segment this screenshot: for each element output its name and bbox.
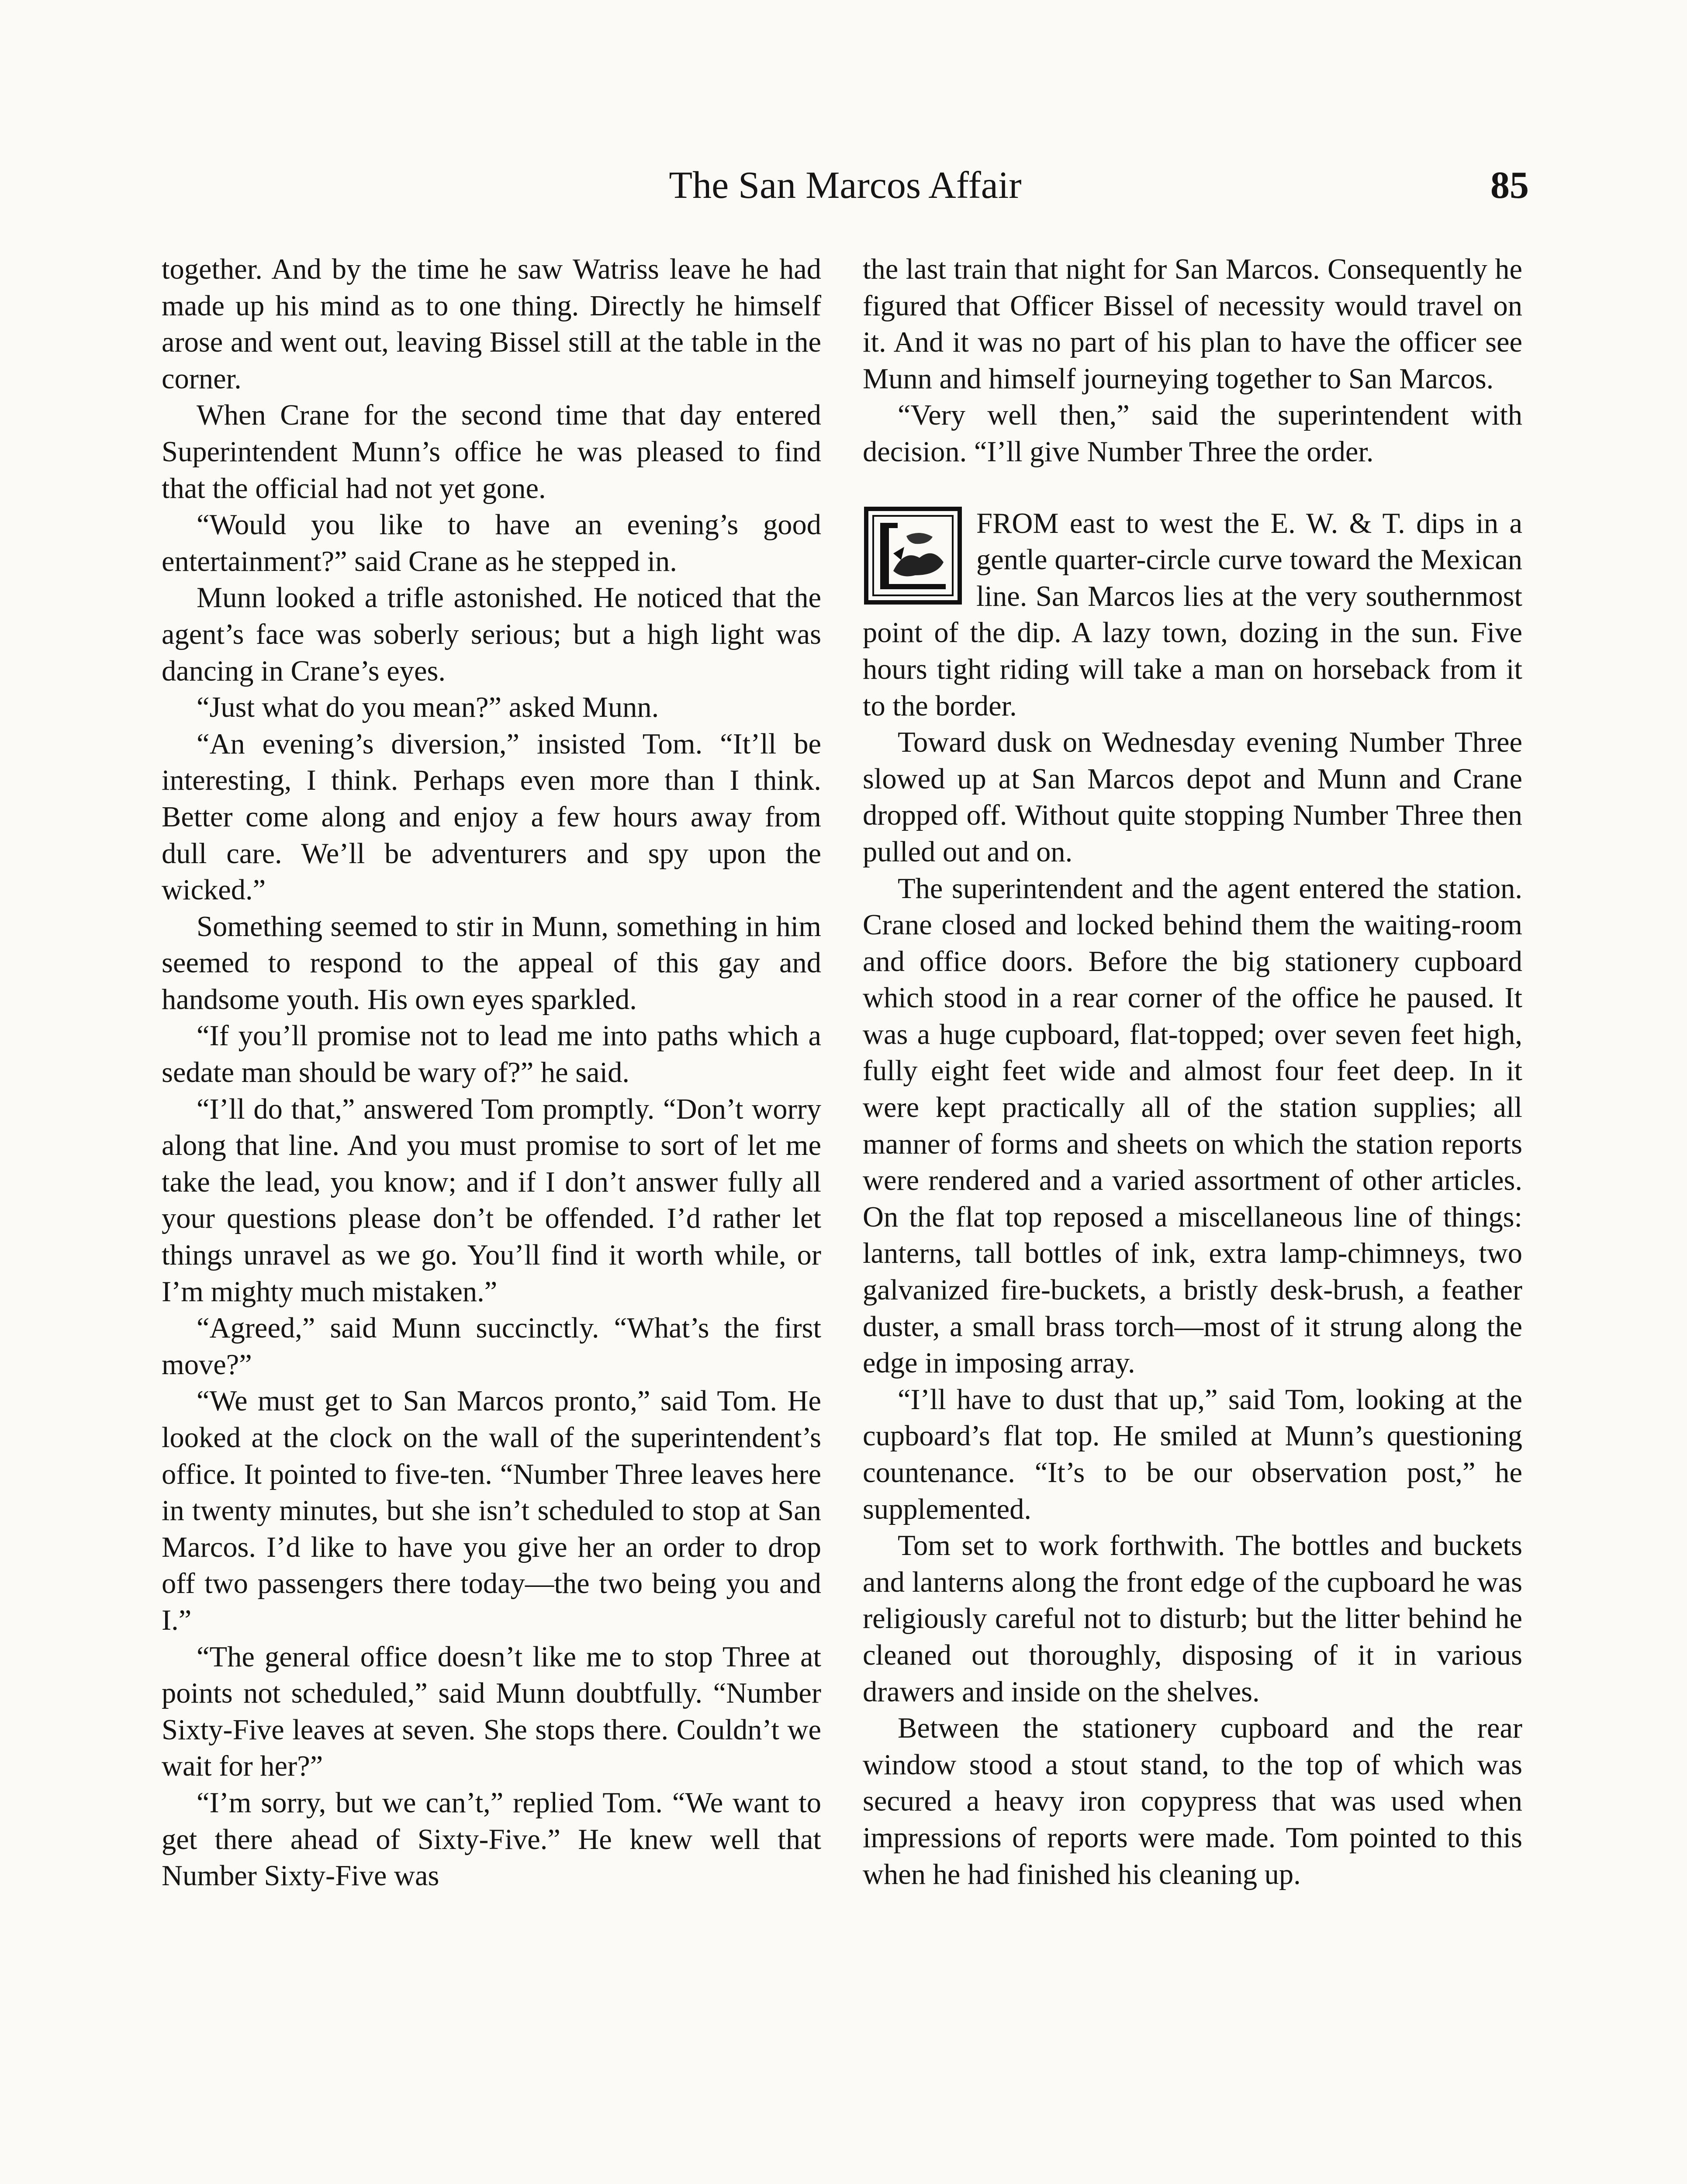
paragraph: “An evening’s diversion,” insisted Tom. “It’ll be interesting, I think. Perhaps even more than I think. Better come along and enjoy a few hours away from dull care. We’ll be adventurers and spy upon the wicked.” — [162, 728, 821, 906]
paragraph: “Very well then,” said the superintendent with decision. “I’ll give Number Three the order. — [863, 399, 1522, 468]
page-number: 85 — [1490, 164, 1529, 207]
paragraph: “I’m sorry, but we can’t,” replied Tom. “We want to get there ahead of Sixty-Five.” He knew well that Number Sixty-Five was — [162, 1787, 821, 1892]
paragraph: Between the stationery cupboard and the rear window stood a stout stand, to the top of which was secured a heavy iron copypress that was used when impressions of reports were made. Tom pointed to this when he had finished his cleaning up. — [863, 1712, 1522, 1890]
paragraph: “If you’ll promise not to lead me into paths which a sedate man should be wary of?” he said. — [162, 1020, 821, 1089]
paragraph: When Crane for the second time that day entered Superintendent Munn’s office he was pleased to find that the official had not yet gone. — [162, 399, 821, 505]
left-column — [162, 251, 821, 2184]
right-column — [863, 251, 1522, 2184]
paragraph: “I’ll have to dust that up,” said Tom, looking at the cupboard’s flat top. He smiled at Munn’s questioning countenance. “It’s to be our observation post,” he supplemented. — [863, 1383, 1522, 1525]
paragraph: together. And by the time he saw Watriss leave he had made up his mind as to one thing. Directly he himself arose and went out, leaving Bissel still at the table in the corner. — [162, 253, 821, 395]
paragraph: “The general office doesn’t like me to stop Three at points not scheduled,” said Munn doubtfully. “Number Sixty-Five leaves at seven. She stops there. Couldn’t we wait for her?” — [162, 1641, 821, 1783]
paragraph: Munn looked a trifle astonished. He noticed that the agent’s face was soberly serious; but a high light was dancing in Crane’s eyes. — [162, 582, 821, 687]
paragraph: Something seemed to stir in Munn, something in him seemed to respond to the appeal of this gay and handsome youth. His own eyes sparkled. — [162, 910, 821, 1016]
paragraph: FROM east to west the E. W. & T. dips in a gentle quarter-circle curve toward the Mexican line. San Marcos lies at the very southernmost point of the dip. A lazy town, dozing in the sun. Five hours tight riding will take a man on horseback from it to the border. — [863, 507, 1522, 722]
paragraph: The superintendent and the agent entered the station. Crane closed and locked behind them the waiting-room and office doors. Before the big stationery cupboard which stood in a rear corner of the office he paused. It was a huge cupboard, flat-topped; over seven feet high, fully eight feet wide and almost four feet deep. In it were kept practically all of the station supplies; all manner of forms and sheets on which the station reports were rendered and a varied assortment of other articles. On the flat top reposed a miscellaneous line of things: lanterns, tall bottles of ink, extra lamp-chimneys, two galvanized fire-buckets, a bristly desk-brush, a feather duster, a small brass torch—most of it strung along the edge in imposing array. — [863, 872, 1522, 1379]
paragraph: “Agreed,” said Munn succinctly. “What’s the first move?” — [162, 1312, 821, 1381]
paragraph: Toward dusk on Wednesday evening Number Three slowed up at San Marcos depot and Munn and Crane dropped off. Without quite stopping Number Three then pulled out and on. — [863, 726, 1522, 868]
paragraph: “Would you like to have an evening’s good entertainment?” said Crane as he stepped in. — [162, 509, 821, 577]
paragraph: Tom set to work forthwith. The bottles and buckets and lanterns along the front edge of the cupboard he was religiously careful not to disturb; but the litter behind he cleaned out thoroughly, disposing of it in various drawers and inside on the shelves. — [863, 1530, 1522, 1708]
page-header — [162, 155, 1529, 216]
ornamental-drop-cap-icon — [863, 505, 963, 606]
paragraph: “I’ll do that,” answered Tom promptly. “Don’t worry along that line. And you must promise to sort of let me take the lead, you know; and if I don’t answer fully all your questions please don’t be offended. I’d rather let things unravel as we go. You’ll find it worth while, or I’m mighty much mistaken.” — [162, 1093, 821, 1308]
paragraph: “We must get to San Marcos pronto,” said Tom. He looked at the clock on the wall of the superintendent’s office. It pointed to five-ten. “Number Three leaves here in twenty minutes, but she isn’t scheduled to stop at San Marcos. I’d like to have you give her an order to drop off two passengers there today—the two being you and I.” — [162, 1385, 821, 1636]
paragraph: the last train that night for San Marcos. Consequently he figured that Officer Bissel of necessity would travel on it. And it was no part of his plan to have the officer see Munn and himself journeying together to San Marcos. — [863, 253, 1522, 395]
paragraph: “Just what do you mean?” asked Munn. — [197, 691, 659, 724]
running-title: The San Marcos Affair — [669, 164, 1022, 207]
